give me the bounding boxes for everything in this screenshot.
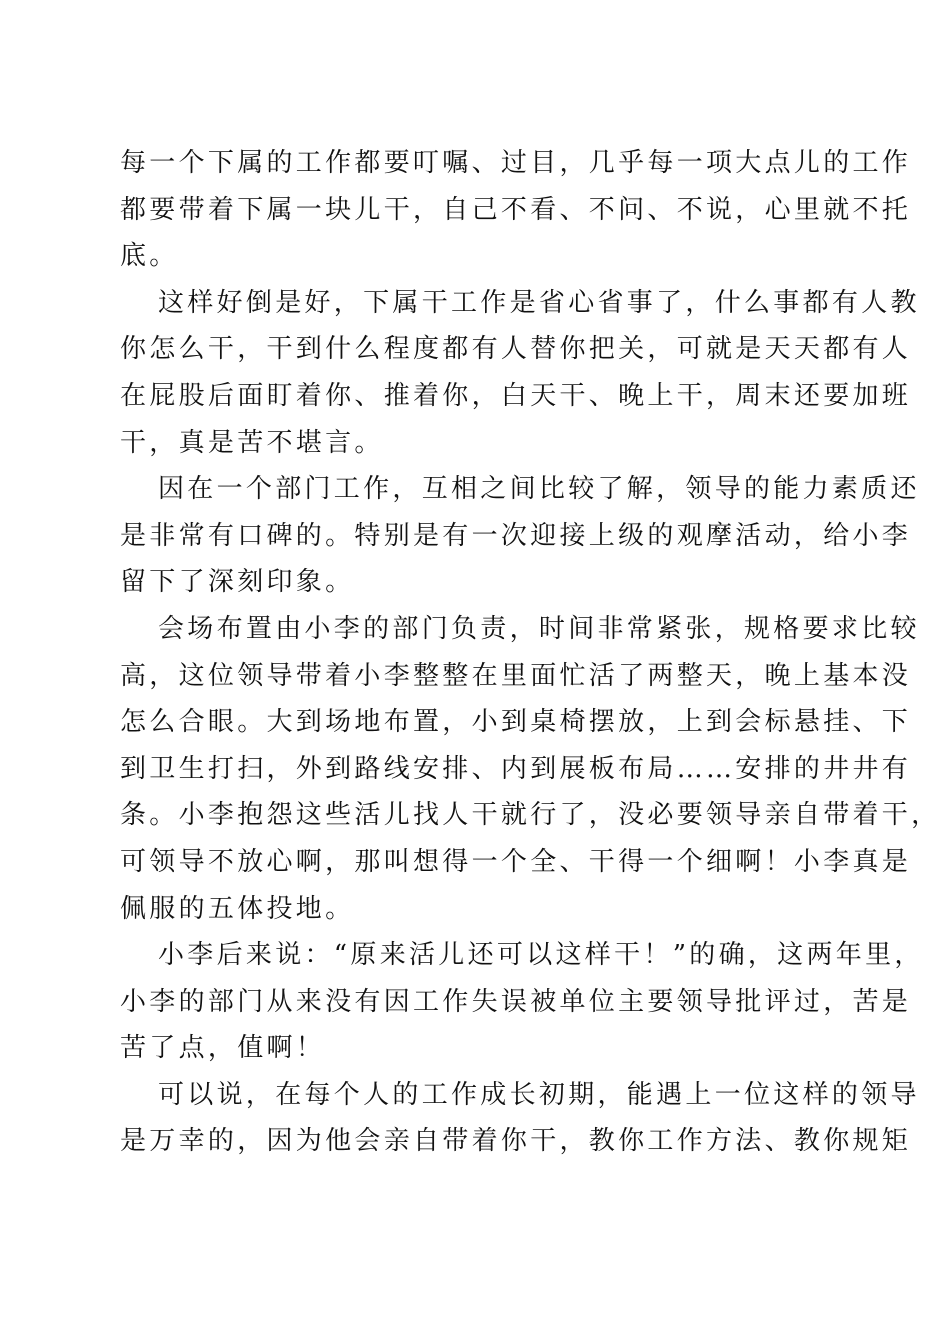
text-line: 干，真是苦不堪言。 (120, 427, 384, 458)
text-line: 是非常有口碑的。特别是有一次迎接上级的观摩活动，给小李 (120, 520, 912, 551)
text-line: 是万幸的，因为他会亲自带着你干，教你工作方法、教你规矩 (120, 1126, 912, 1157)
text-line: 苦了点，值啊！ (120, 1033, 326, 1064)
text-line: 每一个下属的工作都要叮嘱、过目，几乎每一项大点儿的工作 (120, 148, 912, 178)
paragraph-first-line: 这样好倒是好，下属干工作是省心省事了，什么事都有人教 (158, 287, 920, 318)
paragraph-first-line: 可以说，在每个人的工作成长初期，能遇上一位这样的领导 (158, 1079, 920, 1110)
text-line: 留下了深刻印象。 (120, 567, 355, 598)
paragraph-first-line: 小李后来说：“原来活儿还可以这样干！”的确，这两年里， (158, 940, 924, 971)
text-line: 到卫生打扫，外到路线安排、内到展板布局……安排的井井有 (120, 753, 912, 784)
text-line: 高，这位领导带着小李整整在里面忙活了两整天，晚上基本没 (120, 660, 912, 691)
text-line: 佩服的五体投地。 (120, 893, 355, 924)
text-line: 小李的部门从来没有因工作失误被单位主要领导批评过，苦是 (120, 986, 912, 1017)
paragraph-first-line: 因在一个部门工作，互相之间比较了解，领导的能力素质还 (158, 474, 920, 505)
text-line: 条。小李抱怨这些活儿找人干就行了，没必要领导亲自带着干， (120, 800, 941, 831)
text-line: 怎么合眼。大到场地布置，小到桌椅摆放，上到会标悬挂、下 (120, 707, 912, 738)
text-line: 都要带着下属一块儿干，自己不看、不问、不说，心里就不托 (120, 194, 912, 225)
paragraph-first-line: 会场布置由小李的部门负责，时间非常紧张，规格要求比较 (158, 613, 920, 644)
text-line: 在屁股后面盯着你、推着你，白天干、晚上干，周末还要加班 (120, 380, 912, 411)
text-line: 可领导不放心啊，那叫想得一个全、干得一个细啊！小李真是 (120, 846, 912, 877)
text-line: 底。 (120, 241, 179, 272)
text-line: 你怎么干，干到什么程度都有人替你把关，可就是天天都有人 (120, 334, 912, 365)
body-text (120, 140, 941, 1165)
